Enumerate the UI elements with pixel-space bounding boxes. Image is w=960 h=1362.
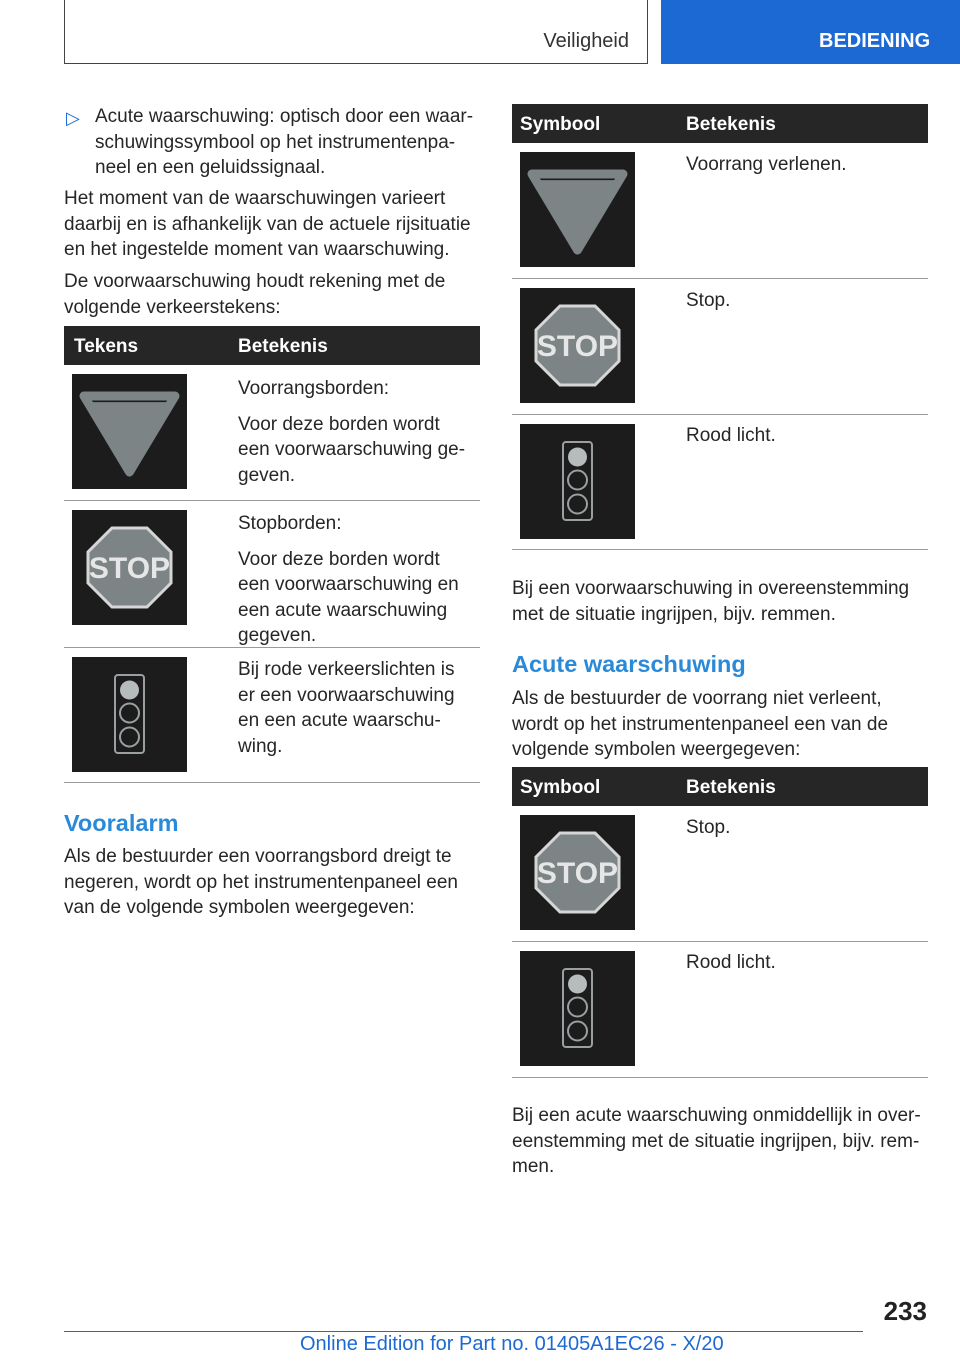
column-header-betekenis: Betekenis (686, 777, 776, 798)
chapter-tab (661, 0, 960, 64)
traffic-light-icon (72, 657, 187, 772)
table-cell-betekenis: Rood licht. (686, 952, 776, 973)
paragraph-vooralarm (64, 844, 458, 921)
text-line: Als de bestuurder de voorrang niet verleent, (512, 688, 882, 709)
stop-sign-label: STOP (88, 552, 171, 585)
text-line: negeren, wordt op het instrumentenpaneel een (64, 871, 458, 893)
stop-sign-icon (520, 815, 635, 930)
text-line: met de situatie ingrijpen, bijv. remmen. (512, 603, 836, 625)
row-divider (64, 782, 480, 783)
text-line: volgende verkeerstekens: (64, 296, 281, 318)
text-line: De voorwaarschuwing houdt rekening met de (64, 271, 446, 292)
column-header-symbool: Symbool (520, 777, 601, 798)
text-line: Het moment van de waarschuwingen varieert (64, 188, 446, 209)
table-cell-betekenis (238, 657, 473, 769)
paragraph-acute (512, 686, 888, 763)
column-header-tekens: Tekens (74, 336, 139, 357)
traffic-light-icon (520, 424, 635, 539)
text-line: wordt op het instrumentenpaneel een van de (512, 713, 889, 735)
bullet-text (95, 104, 473, 181)
traffic-light-icon (520, 951, 635, 1066)
row-divider (512, 549, 928, 550)
cell-multiline: Voor deze borden wordt een voorwaarschuwing en een acute waarschuwing gegeven. (238, 548, 459, 647)
footer-divider (64, 1331, 863, 1332)
stop-sign-label: STOP (536, 330, 619, 363)
heading-vooralarm: Vooralarm (64, 810, 179, 836)
yield-sign-icon (520, 152, 635, 267)
table-cell-betekenis (238, 511, 473, 659)
text-line: Bij een acute waarschuwing onmiddellijk in over- (512, 1105, 921, 1126)
row-divider (64, 500, 480, 501)
cell-multiline: Bij rode verkeerslichten is er een voorwaarschuwing en een acute waarschu- wing. (238, 659, 455, 757)
heading-acute-waarschuwing: Acute waarschuwing (512, 651, 746, 677)
table-header-symbols-pre (512, 104, 928, 143)
table-cell-betekenis: Voorrang verlenen. (686, 154, 847, 175)
row-divider (64, 647, 480, 648)
section-title: Veiligheid (543, 30, 629, 52)
row-divider (512, 941, 928, 942)
row-divider (512, 278, 928, 279)
table-cell-betekenis: Rood licht. (686, 425, 776, 446)
paragraph-signs-intro (64, 269, 445, 320)
bullet-triangle-icon: ▷ (66, 108, 80, 128)
paragraph-acute-action (512, 1103, 921, 1180)
stop-sign-icon (72, 510, 187, 625)
paragraph-timing (64, 186, 471, 263)
table-header-signs (64, 326, 480, 365)
text-line: men. (512, 1156, 555, 1178)
table-cell-betekenis: Stop. (686, 290, 731, 311)
cell-line: Voorrangsborden: (238, 378, 390, 399)
page-number: 233 (883, 1296, 927, 1326)
paragraph-pre-action (512, 576, 909, 627)
table-cell-betekenis: Stop. (686, 817, 731, 838)
text-line: eenstemming met de situatie ingrijpen, bijv. rem- (512, 1130, 920, 1152)
table-header-symbols-acute (512, 767, 928, 806)
row-divider (512, 414, 928, 415)
cell-line: Stopborden: (238, 513, 342, 534)
text-line: volgende symbolen weergegeven: (512, 739, 801, 761)
text-line: en het ingestelde moment van waarschuwing. (64, 239, 450, 261)
text-line: van de volgende symbolen weergegeven: (64, 897, 415, 919)
stop-sign-icon (520, 288, 635, 403)
footer-edition: Online Edition for Part no. 01405A1EC26 - X/20 (300, 1333, 724, 1355)
stop-sign-label: STOP (536, 857, 619, 890)
text-line: Bij een voorwaarschuwing in overeenstemming (512, 578, 910, 599)
text-line: schuwingssymbool op het instrumentenpa- (95, 131, 456, 153)
text-line: daarbij en is afhankelijk van de actuele rijsituatie (64, 213, 471, 235)
chapter-title: BEDIENING (819, 30, 931, 52)
column-header-betekenis: Betekenis (686, 114, 776, 135)
text-line: neel en een geluidssignaal. (95, 157, 326, 179)
text-line: Als de bestuurder een voorrangsbord dreigt te (64, 846, 452, 867)
yield-sign-icon (72, 374, 187, 489)
column-header-symbool: Symbool (520, 114, 601, 135)
table-cell-betekenis (238, 376, 473, 498)
text-line: Acute waarschuwing: optisch door een waar- (95, 106, 474, 127)
cell-multiline: Voor deze borden wordt een voorwaarschuwing ge- geven. (238, 413, 466, 486)
header-section-box (64, 0, 648, 64)
row-divider (512, 1077, 928, 1078)
column-header-betekenis: Betekenis (238, 336, 328, 357)
